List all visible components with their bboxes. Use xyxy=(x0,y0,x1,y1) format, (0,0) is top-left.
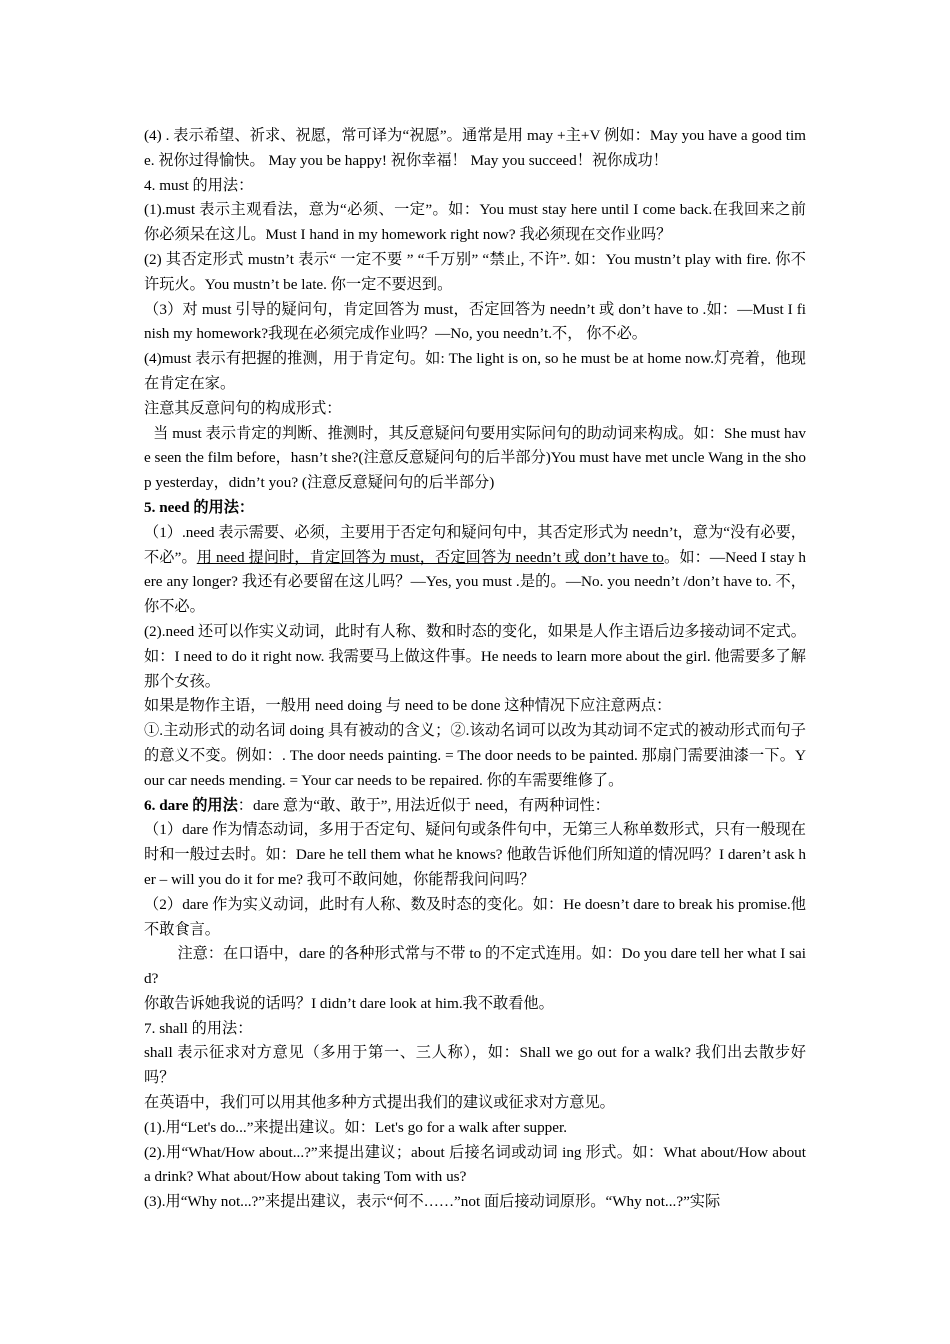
paragraph-must-3: （3）对 must 引导的疑问句，肯定回答为 must，否定回答为 needn’t 或 don’t have to .如：—Must I finish my homework?我现在必须完成作业吗？—No, you needn’t.不， 你不必。 xyxy=(144,300,806,343)
paragraph-dare-heading xyxy=(144,794,806,819)
paragraph-shall-1: shall 表示征求对方意见（多用于第一、三人称），如：Shall we go out for a walk? 我们出去散步好吗？ xyxy=(144,1044,806,1087)
paragraph-dare-note-translation: 你敢告诉她我说的话吗？I didn’t dare look at him.我不敢看他。 xyxy=(144,994,554,1012)
heading-need-usage: 5. need 的用法： xyxy=(144,498,255,516)
paragraph-must-1: (1).must 表示主观看法，意为“必须、一定”。如：You must stay here until I come back.在我回来之前你必须呆在这儿。Must I hand in my homework right now? 我必须现在交作业吗？ xyxy=(144,201,806,244)
paragraph-suggestion-2: (2).用“What/How about...?”来提出建议；about 后接名词或动词 ing 形式。如：What about/How about a drink? What about/How about taking Tom with us? xyxy=(144,1143,806,1186)
heading-must-usage: 4. must 的用法： xyxy=(144,176,254,194)
paragraph-must-4: (4)must 表示有把握的推测，用于肯定句。如: The light is on, so he must be at home now.灯亮着，他现在肯定在家。 xyxy=(144,350,806,392)
heading-shall-usage: 7. shall 的用法： xyxy=(144,1019,253,1037)
dare-intro-text: ：dare 意为“敢、敢于”, 用法近似于 need，有两种词性： xyxy=(237,796,610,814)
paragraph-dare-1: （1）dare 作为情态动词，多用于否定句、疑问句或条件句中，无第三人称单数形式，只有一般现在时和一般过去时。如：Dare he tell them what he knows? 他敢告诉他们所知道的情况吗？I daren’t ask her – will you do it for me? 我可不敢问她，你能帮我问问吗？ xyxy=(144,821,806,888)
heading-dare-usage: 6. dare 的用法 xyxy=(144,796,238,814)
paragraph-may-wish: (4) . 表示希望、祈求、祝愿，常可译为“祝愿”。通常是用 may +主+V 例如：May you have a good time. 祝你过得愉快。 May you be happy! 祝你幸福！ May you succeed！祝你成功！ xyxy=(144,127,806,169)
paragraph-suggestion-intro: 在英语中，我们可以用其他多种方式提出我们的建议或征求对方意见。 xyxy=(144,1094,615,1112)
paragraph-dare-note: 注意：在口语中，dare 的各种形式常与不带 to 的不定式连用。如：Do you dare tell her what I said? xyxy=(144,945,806,988)
paragraph-must-2: (2) 其否定形式 mustn’t 表示“ 一定不要 ” “千万别” “禁止, 不许”. 如：You mustn’t play with fire. 你不许玩火。You mustn’t be late. 你一定不要迟到。 xyxy=(144,250,806,293)
paragraph-suggestion-3: (3).用“Why not...?”来提出建议，表示“何不……”not 面后接动词原形。“Why not...?”实际 xyxy=(144,1193,721,1211)
paragraph-tag-question-note: 注意其反意问句的构成形式： xyxy=(144,399,342,417)
paragraph-dare-2: （2）dare 作为实义动词，此时有人称、数及时态的变化。如：He doesn’t dare to break his promise.他不敢食言。 xyxy=(144,895,806,938)
paragraph-need-points: ①.主动形式的动名词 doing 具有被动的含义；②.该动名词可以改为其动词不定式的被动形式而句子的意义不变。例如：. The door needs painting. = The door needs to be painted. 那扇门需要油漆一下。Your car needs mending. = Your car needs to be repaired. 你的车需要维修了。 xyxy=(144,722,806,789)
paragraph-need-1 xyxy=(144,521,806,620)
need-1-underlined-text: 用 need 提问时，肯定回答为 must，否定回答为 needn’t 或 don’t have to xyxy=(196,548,664,566)
paragraph-suggestion-1: (1).用“Let's do...”来提出建议。如：Let's go for a walk after supper. xyxy=(144,1118,568,1136)
need-1-text-a: （1）.need 表示需要、必须，主要用于否定句和疑问句中，其否定形式为 needn’t，意为“没有必要，不必”。 xyxy=(144,523,806,566)
paragraph-need-object-subject: 如果是物作主语，一般用 need doing 与 need to be done 这种情况下应注意两点： xyxy=(144,697,672,715)
document-page xyxy=(144,124,806,1215)
paragraph-need-2: (2).need 还可以作实义动词，此时有人称、数和时态的变化，如果是人作主语后边多接动词不定式。如：I need to do it right now. 我需要马上做这件事。He needs to learn more about the girl. 他需要多了解那个女孩。 xyxy=(144,622,806,690)
paragraph-tag-question-example: 当 must 表示肯定的判断、推测时，其反意疑问句要用实际问句的助动词来构成。如：She must have seen the film before，hasn’t she?(注意反意疑问句的后半部分)You must have met uncle Wang in the shop yesterday，didn’t you? (注意反意疑问句的后半部分) xyxy=(144,424,806,492)
need-1-text-c: 。如：—Need I stay here any longer? 我还有必要留在这儿吗？—Yes, you must .是的。—No. you needn’t /don’t have to. 不， 你不必。 xyxy=(144,548,806,616)
